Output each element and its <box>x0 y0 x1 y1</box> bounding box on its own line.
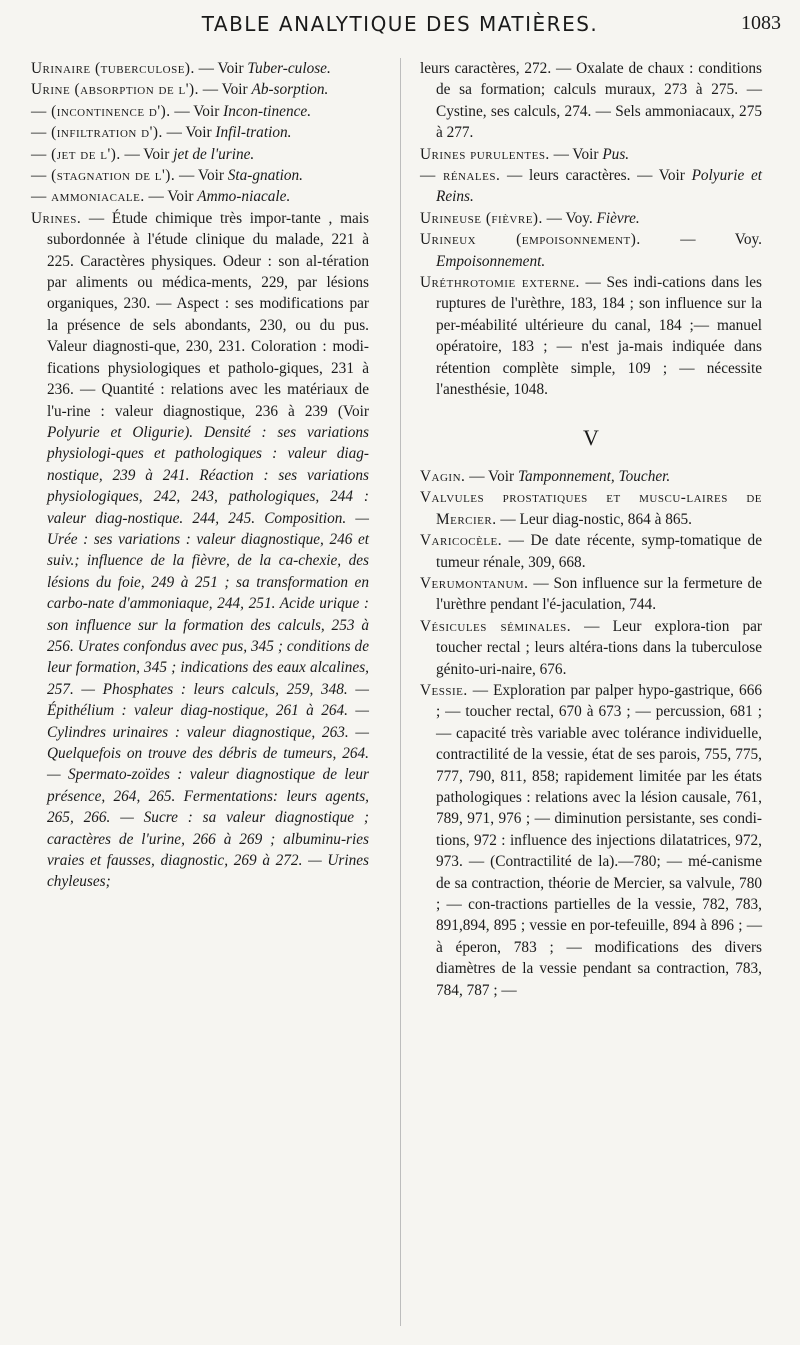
entry-cross-reference: Empoisonnement. <box>436 252 546 270</box>
index-entry <box>420 272 762 400</box>
entry-cross-reference: Pus. <box>602 145 630 163</box>
entry-text: — Voy. <box>542 209 597 227</box>
entry-text-tail: et Oligurie). Densité : ses variations physiologi-ques et pathologiques : valeur diag-nostique, 239 à 241. Réaction : ses variations physiologiques, 242, 243, pathologiques, 244 : valeur diag-nostique. 244, 245. Composition. — Urée : ses variations : valeur diagnostique, 246 et suiv.; influence de la fièvre, de la ca-chexie, des lésions du foie, 249 à 251 ; sa transformation en carbo-nate d'ammoniaque, 244, 251. Acide urique : son influence sur la formation des calculs, 253 à 256. Urates confondus avec pus, 345 ; conditions de leur formation, 345 ; indications des eaux alcalines, 257. — Phosphates : leurs calculs, 259, 348. — Épithélium : valeur diag-nostique, 261 à 264. — Cylindres urinaires : valeur diagnostique, 263. — Quelquefois on trouve des débris de tumeurs, 264. — Spermato-zoïdes : valeur diagnostique de leur présence, 264, 265. Fermentations: leurs agents, 265, 266. — Sucre : sa valeur diagnostique ; caractères de l'urine, 266 à 269 ; albuminu-ries vraies et fausses, diagnostic, 269 à 272. — Urines chyleuses; <box>47 423 369 891</box>
entry-headword: Valvules prostatiques et muscu-laires de Mercier. <box>420 489 762 528</box>
index-entry <box>31 165 369 186</box>
entry-text: — Voir <box>465 467 518 485</box>
entry-text: leurs caractères, 272. — Oxalate de chaux : conditions de sa formation; calculs muraux, 273 à 275. — Cystine, ses calculs, 274. — Sels ammoniacaux, 275 à 277. <box>420 60 762 142</box>
index-entry <box>420 229 762 272</box>
entry-cross-reference: Infil-tration. <box>215 124 292 142</box>
index-entry <box>31 58 369 79</box>
entry-text: — Voir <box>175 167 228 185</box>
entry-headword: Vessie. <box>420 681 468 699</box>
entry-headword: — (jet de l'). <box>31 145 121 163</box>
entry-headword: — (stagnation de l'). <box>31 167 176 185</box>
entry-cross-reference: Ammo-niacale. <box>197 188 291 206</box>
entry-cross-reference: Tuber-culose. <box>247 60 331 77</box>
entry-cross-reference: jet de l'urine. <box>173 145 255 163</box>
entry-text: — Voir <box>144 188 198 206</box>
left-column <box>31 58 369 893</box>
index-entry <box>420 144 762 165</box>
index-entry <box>420 680 762 1001</box>
entry-cross-reference: Tamponnement, Toucher. <box>517 467 671 485</box>
entry-headword: Varicocèle. <box>420 532 503 550</box>
entry-text: — Voir <box>170 102 224 120</box>
page-title: TABLE ANALYTIQUE DES MATIÈRES. <box>201 12 599 36</box>
entry-headword: Vagin. <box>420 467 466 485</box>
index-entry <box>31 186 369 207</box>
entry-text: — Voir <box>198 81 252 99</box>
entry-text: — leurs caractères. — Voir <box>500 167 692 185</box>
index-entry <box>420 573 762 616</box>
column-divider <box>400 58 401 1326</box>
index-entry <box>420 58 762 144</box>
index-entry <box>31 208 369 893</box>
page-number: 1083 <box>741 12 781 34</box>
section-letter: V <box>583 424 599 450</box>
entry-text: — Voir <box>120 145 174 163</box>
entry-text: — Voir <box>549 145 603 163</box>
entry-headword: Urineux (empoisonnement). <box>420 231 641 249</box>
entry-text: — Ses indi-cations dans les ruptures de l'urèthre, 183, 184 ; son influence sur la per-méabilité ultérieure du canal, 184 ;— manuel opératoire, 183 ; — n'est ja-mais indiquée dans rétention complète simple, 109 ; — nécessite l'anesthésie, 1048. <box>436 274 762 399</box>
entry-text: — Leur explora-tion par toucher rectal ; leurs altéra-tions dans la tuberculose génito-uri-naire, 676. <box>436 617 762 678</box>
index-entry <box>31 122 369 143</box>
entry-headword: Verumontanum. <box>420 574 529 592</box>
entry-cross-reference: Polyurie <box>47 423 100 441</box>
entry-text: — Voir <box>194 60 248 77</box>
entry-headword: Urines purulentes. <box>420 145 550 163</box>
entry-cross-reference: Sta-gnation. <box>227 167 303 185</box>
entry-text: — Leur diag-nostic, 864 à 865. <box>496 510 692 528</box>
entry-text: — De date récente, symp-tomatique de tumeur rénale, 309, 668. <box>436 532 762 571</box>
entry-headword: Urine (absorption de l'). <box>31 81 199 99</box>
entry-headword: Urineuse (fièvre). <box>420 209 543 227</box>
index-entry <box>420 208 762 229</box>
index-entry <box>420 466 762 487</box>
entry-text: — Voy. <box>640 231 762 249</box>
entry-cross-reference: Ab-sorption. <box>251 81 329 99</box>
index-entry <box>31 79 369 100</box>
running-header <box>0 10 800 40</box>
index-entry <box>420 165 762 208</box>
entry-headword: Urines. <box>31 209 82 227</box>
index-entry <box>420 616 762 680</box>
entry-cross-reference: Polyurie <box>691 167 745 185</box>
entry-text: — Étude chimique très impor-tante , mais subordonnée à l'étude clinique du malade, 221 à 225. Caractères physiques. Odeur : son al-tération par aliments ou médica-ments, 229, par lésions organiques, 230. — Aspect : ses modifications par la présence de sels abondants, 230, ou du pus. Valeur diagnosti-que, 230, 231. Coloration : modi-fications physiologiques et patholo-giques, 231 à 236. — Quantité : relations avec les matériaux de l'u-rine : valeur diagnostique, 236 à 239 (Voir <box>47 209 369 420</box>
index-entry <box>420 530 762 573</box>
entry-text-tail: et Reins. <box>436 167 762 206</box>
entry-headword: — ammoniacale. <box>31 188 145 206</box>
index-entry <box>31 144 369 165</box>
entry-headword: Uréthrotomie externe. <box>420 274 580 292</box>
entry-headword: Vésicules séminales. <box>420 617 572 635</box>
entry-text: — Exploration par palper hypo-gastrique, 666 ; — toucher rectal, 670 à 673 ; — percussion, 681 ; — capacité très variable avec tolérance individuelle, contractilité de la vessie, état de ses parois, 755, 775, 777, 790, 811, 858; rapidement limitée par les états pathologiques : relations avec la lésion causale, 761, 789, 971, 976 ; — diminution persistante, ses condi-tions, 972 : influence des injections dilatatrices, 972, 973. — (Contractilité de la).—780; — mé-canisme de sa contraction, théorie de Mercier, sa valvule, 780 ; — con-tractions partielles de la vessie, 782, 783, 891,894, 895 ; vessie en por-tefeuille, 894 à 896 ; — à éperon, 783 ; — modifications des divers diamètres de la vessie pendant sa contraction, 783, 784, 787 ; — <box>436 681 762 999</box>
right-column <box>420 58 762 1001</box>
entry-headword: — rénales. <box>420 167 501 185</box>
entry-text: — Voir <box>162 124 216 142</box>
entry-cross-reference: Incon-tinence. <box>223 102 312 120</box>
index-entry <box>420 487 762 530</box>
entry-cross-reference: Fièvre. <box>596 209 640 227</box>
entry-text: — Son influence sur la fermeture de l'urèthre pendant l'é-jaculation, 744. <box>436 574 762 614</box>
entry-headword: — (infiltration d'). <box>31 124 163 142</box>
index-entry <box>31 101 369 122</box>
entry-headword: Urinaire (tuberculose). <box>31 60 195 77</box>
entry-headword: — (incontinence d'). <box>31 102 171 120</box>
